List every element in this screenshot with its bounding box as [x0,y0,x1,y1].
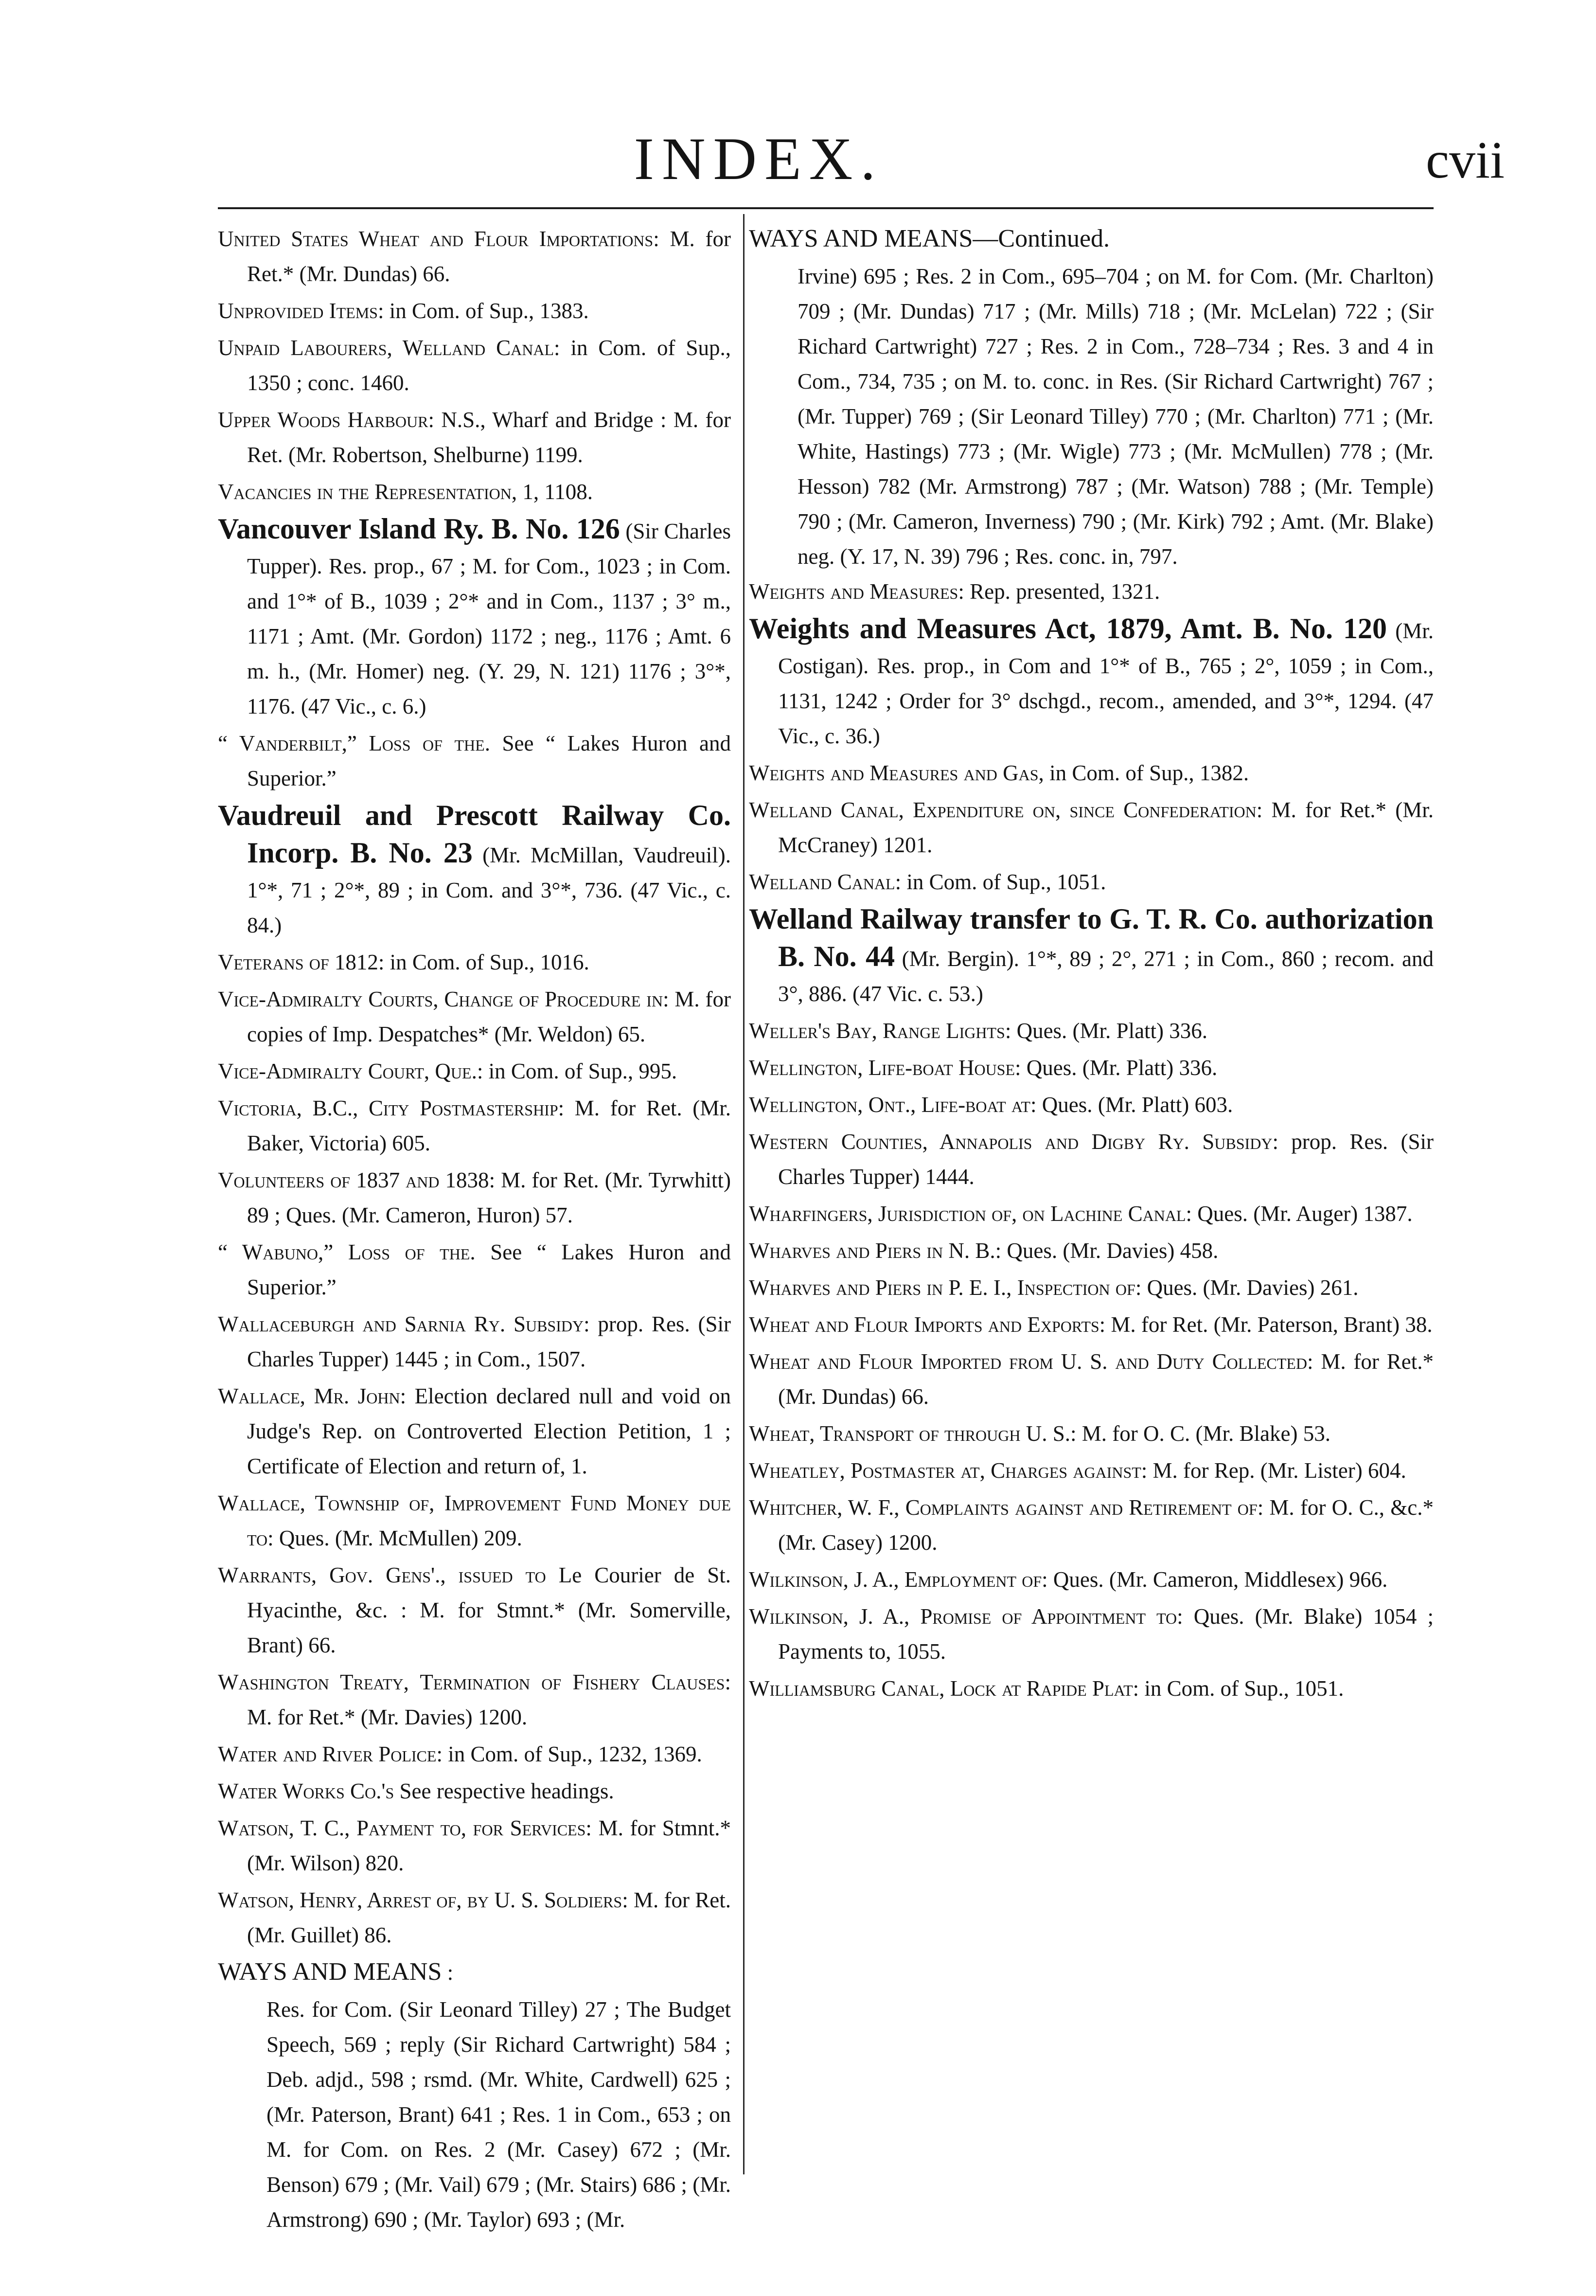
entry-heading: Wellington, Ont., Life-boat at [749,1093,1030,1117]
left-column [218,221,731,2237]
entry-heading: United States Wheat and Flour Importations [218,227,654,251]
index-entry [218,1163,731,1233]
index-entry [218,1558,731,1663]
entry-heading: Welland Canal, Expenditure on, since Confederation [749,798,1257,822]
index-entry [218,982,731,1052]
index-entry [218,402,731,472]
entry-text: See “ Lakes Huron and Superior.” [247,731,731,790]
entry-heading: Vacancies in the Representation, [218,480,517,504]
entry-text: : Ques. (Mr. Auger) 1387. [1186,1202,1413,1226]
index-entry [749,1050,1434,1085]
index-entry [218,945,731,980]
entry-text: See respective headings. [394,1779,614,1803]
entry-heading: Upper Woods Harbour [218,408,428,432]
index-entry [218,474,731,509]
entry-heading: Wallace, Mr. John [218,1384,400,1408]
entry-heading: Wallace, Township of, Improvement Fund Money due to [218,1491,731,1550]
entry-text: (Mr. Bergin). 1°*, 89 ; 2°, 271 ; in Com., 860 ; recom. and 3°, 886. (47 Vic. c. 53.) [778,947,1434,1006]
index-entry [749,1233,1434,1268]
entry-text: : M. for Ret. (Mr. Paterson, Brant) 38. [1099,1312,1433,1337]
index-entry [749,574,1434,609]
entry-text: : M. for O. C., &c.* (Mr. Casey) 1200. [778,1495,1434,1555]
entry-heading: Wheatley, Postmaster at, Charges against [749,1458,1141,1483]
entry-text: : M. for Ret. (Mr. Baker, Victoria) 605. [247,1096,731,1155]
entry-text: : M. for Ret. (Mr. Tyrwhitt) 89 ; Ques. (Mr. Cameron, Huron) 57. [247,1168,731,1227]
page-header [0,0,1596,209]
entry-heading: Unprovided Items [218,299,378,323]
entry-text: (Mr. Costigan). Res. prop., in Com and 1°* of B., 765 ; 2°, 1059 ; in Com., 1131, 1242 ; Order for 3° dschgd., recom., amended, and 3°*, 1294. (47 Vic., c. 36.) [778,619,1434,748]
entry-text: : in Com. of Sup., 1051. [1133,1676,1344,1701]
entry-text: : in Com. of Sup., 1350 ; conc. 1460. [247,336,731,395]
column-divider [743,214,745,2174]
entry-heading: Washington Treaty, Termination of Fishery Clauses [218,1670,725,1694]
index-entry [749,1270,1434,1305]
entry-heading: Warrants, Gov. Gens'., issued to [218,1563,546,1587]
entry-heading: Welland Canal [749,870,895,894]
entry-heading: Wharfingers, Jurisdiction of, on Lachine Canal [749,1202,1186,1226]
header-rule [218,207,1434,209]
entry-heading: Vancouver Island Ry. B. No. 126 [218,513,620,545]
index-entry [218,1774,731,1809]
index-entry [218,1883,731,1953]
entry-text: : [442,1960,454,1985]
index-entry [218,1737,731,1772]
entry-heading: WAYS AND MEANS [218,1958,442,1986]
entry-text: (Mr. McMillan, Vaudreuil). 1°*, 71 ; 2°*, 89 ; in Com. and 3°*, 736. (47 Vic., c. 84.) [247,843,731,937]
entry-text: : Ques. (Mr. Cameron, Middlesex) 966. [1042,1567,1388,1592]
entry-text: : Ques. (Mr. Davies) 261. [1135,1275,1359,1300]
index-entry [749,1671,1434,1706]
index-entry [218,1091,731,1161]
index-entry [749,1196,1434,1231]
index-entry [749,792,1434,862]
entry-heading: Weights and Measures [749,579,958,604]
index-entry [749,1416,1434,1451]
entry-text: : M. for Stmnt.* (Mr. Wilson) 820. [247,1816,731,1875]
index-entry [218,1665,731,1735]
index-entry [749,1307,1434,1342]
entry-heading: Volunteers of 1837 and 1838 [218,1168,489,1192]
entry-heading: Water and River Police [218,1742,437,1766]
right-column [749,221,1434,1708]
entry-heading: WAYS AND MEANS—Continued. [749,225,1110,252]
entry-text: : M. for Ret.* (Mr. Dundas) 66. [778,1349,1434,1409]
entry-heading: Wharves and Piers in N. B. [749,1238,995,1263]
entry-text: : Ques. (Mr. McMullen) 209. [267,1526,522,1550]
entry-heading: “ Wabuno,” Loss of the. [218,1240,476,1264]
entry-heading: Wheat and Flour Imported from U. S. and Duty Collected [749,1349,1307,1374]
entry-text: : Election declared null and void on Judge's Rep. on Controverted Election Petition, 1 ; Certificate of Election and return of, 1. [247,1384,731,1478]
entry-text: : in Com. of Sup., 1016. [378,950,589,974]
entry-heading: Wharves and Piers in P. E. I., Inspection of [749,1275,1135,1300]
entry-heading: Veterans of 1812 [218,950,378,974]
entry-heading: Victoria, B.C., City Postmastership [218,1096,558,1120]
entry-heading: Wilkinson, J. A., Employment of [749,1567,1042,1592]
entry-heading: Weights and Measures Act, 1879, Amt. B. No. 120 [749,612,1387,645]
entry-text: (Sir Charles Tupper). Res. prop., 67 ; M. for Com., 1023 ; in Com. and 1°* of B., 1039 ; 2°* and in Com., 1137 ; 3° m., 1171 ; Amt. (Mr. Gordon) 1172 ; neg., 1176 ; Amt. 6 m. h., (Mr. Homer) neg. (Y. 29, N. 121) 1176 ; 3°*, 1176. (47 Vic., c. 6.) [247,519,731,718]
index-entry [218,798,731,943]
entry-text: : Ques. (Mr. Davies) 458. [995,1238,1219,1263]
entry-heading: Western Counties, Annapolis and Digby Ry. Subsidy [749,1130,1273,1154]
index-entry [218,1379,731,1484]
index-entry [749,1344,1434,1414]
index-entry [218,726,731,796]
index-entry [218,1811,731,1881]
index-entry [749,1087,1434,1122]
index-entry [218,221,731,291]
index-entry [218,1307,731,1377]
index-entry [749,1453,1434,1488]
entry-text: : in Com. of Sup., 1051. [895,870,1106,894]
entry-heading: Wallaceburgh and Sarnia Ry. Subsidy [218,1312,584,1336]
entry-heading: Wellington, Life-boat House [749,1056,1015,1080]
entry-heading: “ Vanderbilt,” Loss of the. [218,731,490,755]
index-entry [218,330,731,400]
entry-heading: Watson, T. C., Payment to, for Services [218,1816,586,1840]
ways-and-means-continued-text: Irvine) 695 ; Res. 2 in Com., 695–704 ; on M. for Com. (Mr. Charlton) 709 ; (Mr. Dundas) 717 ; (Mr. Mills) 718 ; (Mr. McLelan) 722 ; (Sir Richard Cartwright) 727 ; Res. 2 in Com., 728–734 ; Res. 3 and 4 in Com., 734, 735 ; on M. to. conc. in Res. (Sir Richard Cartwright) 767 ; (Mr. Tupper) 769 ; (Sir Leonard Tilley) 770 ; (Mr. Charlton) 771 ; (Mr. White, Hastings) 773 ; (Mr. Wigle) 773 ; (Mr. McMullen) 778 ; (Mr. Hesson) 782 (Mr. Armstrong) 787 ; (Mr. Watson) 788 ; (Mr. Temple) 790 ; (Mr. Cameron, Inverness) 790 ; (Mr. Kirk) 792 ; Amt. (Mr. Blake) neg. (Y. 17, N. 39) 796 ; Res. conc. in, 797. [798,264,1434,569]
index-entry [749,221,1434,257]
entry-text: in Com. of Sup., 1382. [1044,761,1249,785]
index-entry [218,511,731,724]
entry-heading: Wilkinson, J. A., Promise of Appointment to [749,1604,1177,1629]
index-entry [749,1124,1434,1194]
index-entry [218,1486,731,1556]
entry-text: : Ques. (Mr. Blake) 1054 ; Payments to, 1055. [778,1604,1434,1664]
entry-text: : M. for Ret.* (Mr. McCraney) 1201. [778,798,1434,857]
entry-text: : in Com. of Sup., 1232, 1369. [436,1742,702,1766]
index-entry [218,1955,731,1990]
entry-heading: Vaudreuil and Prescott Railway Co. Incorp. B. No. 23 [218,799,731,869]
index-entry [749,1562,1434,1597]
page-number: cvii [1426,131,1505,189]
entry-heading: Welland Railway transfer to G. T. R. Co. authorization B. No. 44 [749,903,1434,972]
entry-text: 1, 1108. [517,480,593,504]
index-entry [749,901,1434,1011]
entry-text: : in Com. of Sup., 995. [477,1059,677,1083]
entry-heading: Williamsburg Canal, Lock at Rapide Plat [749,1676,1133,1701]
entry-heading: Weller's Bay, Range Lights [749,1019,1005,1043]
entry-text: : Ques. (Mr. Platt) 336. [1005,1019,1208,1043]
entry-heading: Whitcher, W. F., Complaints against and Retirement of [749,1495,1258,1520]
entry-text: : prop. Res. (Sir Charles Tupper) 1445 ; in Com., 1507. [247,1312,731,1371]
entry-text: : M. for O. C. (Mr. Blake) 53. [1070,1421,1330,1446]
entry-heading: Wheat and Flour Imports and Exports [749,1312,1099,1337]
entry-heading: Wheat, Transport of through U. S. [749,1421,1071,1446]
entry-text: : M. for Ret. (Mr. Guillet) 86. [247,1888,731,1947]
index-entry [749,755,1434,790]
entry-heading: Vice-Admiralty Court, Que. [218,1059,477,1083]
index-entry [749,1490,1434,1560]
entry-text: : M. for Ret.* (Mr. Dundas) 66. [247,227,731,286]
index-entry [749,1599,1434,1669]
ways-and-means-text: Res. for Com. (Sir Leonard Tilley) 27 ; The Budget Speech, 569 ; reply (Sir Richard Cartwright) 584 ; Deb. adjd., 598 ; rsmd. (Mr. White, Cardwell) 625 ; (Mr. Paterson, Brant) 641 ; Res. 1 in Com., 653 ; on M. for Com. on Res. 2 (Mr. Casey) 672 ; (Mr. Benson) 679 ; (Mr. Vail) 679 ; (Mr. Stairs) 686 ; (Mr. Armstrong) 690 ; (Mr. Taylor) 693 ; (Mr. [266,1997,731,2232]
entry-heading: Watson, Henry, Arrest of, by U. S. Soldiers [218,1888,622,1912]
entry-heading: Vice-Admiralty Courts, Change of Procedure in [218,987,663,1011]
right-entries [749,574,1434,1706]
entry-heading: Unpaid Labourers, Welland Canal [218,336,554,360]
entry-text: : in Com. of Sup., 1383. [377,299,589,323]
entry-text: : prop. Res. (Sir Charles Tupper) 1444. [778,1130,1434,1189]
entry-text: : Ques. (Mr. Platt) 336. [1015,1056,1218,1080]
index-entry [218,293,731,328]
entry-text: : Ques. (Mr. Platt) 603. [1030,1093,1233,1117]
entry-text: See “ Lakes Huron and Superior.” [247,1240,731,1299]
entry-heading: Weights and Measures and Gas, [749,761,1044,785]
index-entry [218,1054,731,1089]
entry-text: : N.S., Wharf and Bridge : M. for Ret. (Mr. Robertson, Shelburne) 1199. [247,408,731,467]
page-title: INDEX. [634,126,884,192]
index-entry [749,1013,1434,1048]
index-entry [749,611,1434,753]
entry-text: Le Courier de St. Hyacinthe, &c. : M. for Stmnt.* (Mr. Somerville, Brant) 66. [247,1563,731,1657]
entry-text: : Rep. presented, 1321. [958,579,1160,604]
entry-text: : M. for Rep. (Mr. Lister) 604. [1141,1458,1406,1483]
entry-text: : M. for Ret.* (Mr. Davies) 1200. [247,1670,731,1729]
entry-heading: Water Works Co.'s [218,1779,394,1803]
entry-text: : M. for copies of Imp. Despatches* (Mr. Weldon) 65. [247,987,731,1046]
index-entry [218,1235,731,1305]
index-entry [749,864,1434,899]
